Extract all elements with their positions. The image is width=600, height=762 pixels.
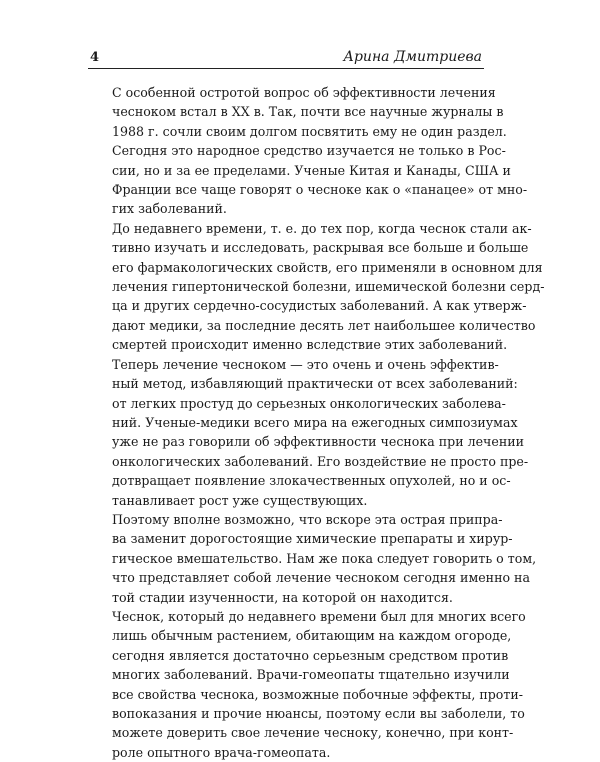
text-line: гих заболеваний. — [112, 201, 227, 217]
text-line: от легких простуд до серьезных онкологических заболева- — [112, 395, 506, 411]
text-line: ца и других сердечно-сосудистых заболеваний. А как утверж- — [112, 298, 527, 314]
text-line: его фармакологических свойств, его применяли в основном для — [112, 259, 543, 275]
text-line: дают медики, за последние десять лет наибольшее количество — [112, 317, 536, 333]
text-line: Чеснок, который до недавнего времени был для многих всего — [112, 608, 526, 624]
text-line: сии, но и за ее пределами. Ученые Китая и Канады, США и — [112, 162, 511, 178]
page-header — [88, 46, 484, 69]
running-head-author: Арина Дмитриева — [343, 49, 482, 65]
text-line: многих заболеваний. Врачи-гомеопаты тщательно изучили — [112, 667, 510, 683]
text-line: 1988 г. сочли своим долгом посвятить ему не один раздел. — [112, 123, 507, 139]
text-line: Франции все чаще говорят о чесноке как о «панацее» от мно- — [112, 182, 528, 198]
text-line: дотвращает появление злокачественных опухолей, но и ос- — [112, 473, 511, 489]
text-line: гическое вмешательство. Нам же пока следует говорить о том, — [112, 550, 537, 566]
paragraph — [90, 219, 545, 355]
text-line: онкологических заболеваний. Его воздействие не просто пре- — [112, 453, 529, 469]
text-line: вопоказания и прочие нюансы, поэтому если вы заболели, то — [112, 706, 525, 721]
text-line: той стадии изученности, на которой он находится. — [112, 589, 453, 605]
paragraph — [90, 355, 529, 510]
text-line: роле опытного врача-гомеопата. — [112, 744, 331, 760]
text-line: Поэтому вполне возможно, что вскоре эта острая припра- — [112, 511, 503, 527]
body-text — [90, 83, 545, 762]
text-line: Сегодня это народное средство изучается не только в Рос- — [112, 143, 506, 159]
text-line: что представляет собой лечение чесноком сегодня именно на — [112, 570, 530, 586]
text-line: До недавнего времени, т. е. до тех пор, когда чеснок стали ак- — [112, 220, 532, 236]
text-line: лечения гипертонической болезни, ишемической болезни серд- — [112, 279, 545, 295]
text-line: ный метод, избавляющий практически от всех заболеваний: — [112, 376, 518, 392]
text-line: можете доверить свое лечение чесноку, конечно, при конт- — [112, 725, 514, 741]
paragraph — [90, 510, 537, 607]
text-line: ва заменит дорогостоящие химические препараты и хирур- — [112, 531, 513, 547]
text-line: Теперь лечение чесноком — это очень и очень эффектив- — [112, 356, 499, 372]
text-line: танавливает рост уже существующих. — [112, 492, 368, 508]
paragraph — [90, 607, 526, 762]
text-line: чесноком встал в XX в. Так, почти все научные журналы в — [112, 104, 504, 120]
text-line: сегодня является достаточно серьезным средством против — [112, 647, 509, 663]
text-line: смертей происходит именно вследствие этих заболеваний. — [112, 337, 508, 353]
text-line: лишь обычным растением, обитающим на каждом огороде, — [112, 628, 512, 644]
page-number: 4 — [90, 50, 100, 65]
text-line: уже не раз говорили об эффективности чеснока при лечении — [112, 434, 525, 450]
paragraph — [90, 83, 528, 219]
text-line: все свойства чеснока, возможные побочные эффекты, проти- — [112, 686, 523, 702]
text-line: тивно изучать и исследовать, раскрывая все больше и больше — [112, 240, 529, 256]
text-line: С особенной остротой вопрос об эффективности лечения — [112, 85, 496, 100]
text-line: ний. Ученые-медики всего мира на ежегодных симпозиумах — [112, 414, 518, 430]
